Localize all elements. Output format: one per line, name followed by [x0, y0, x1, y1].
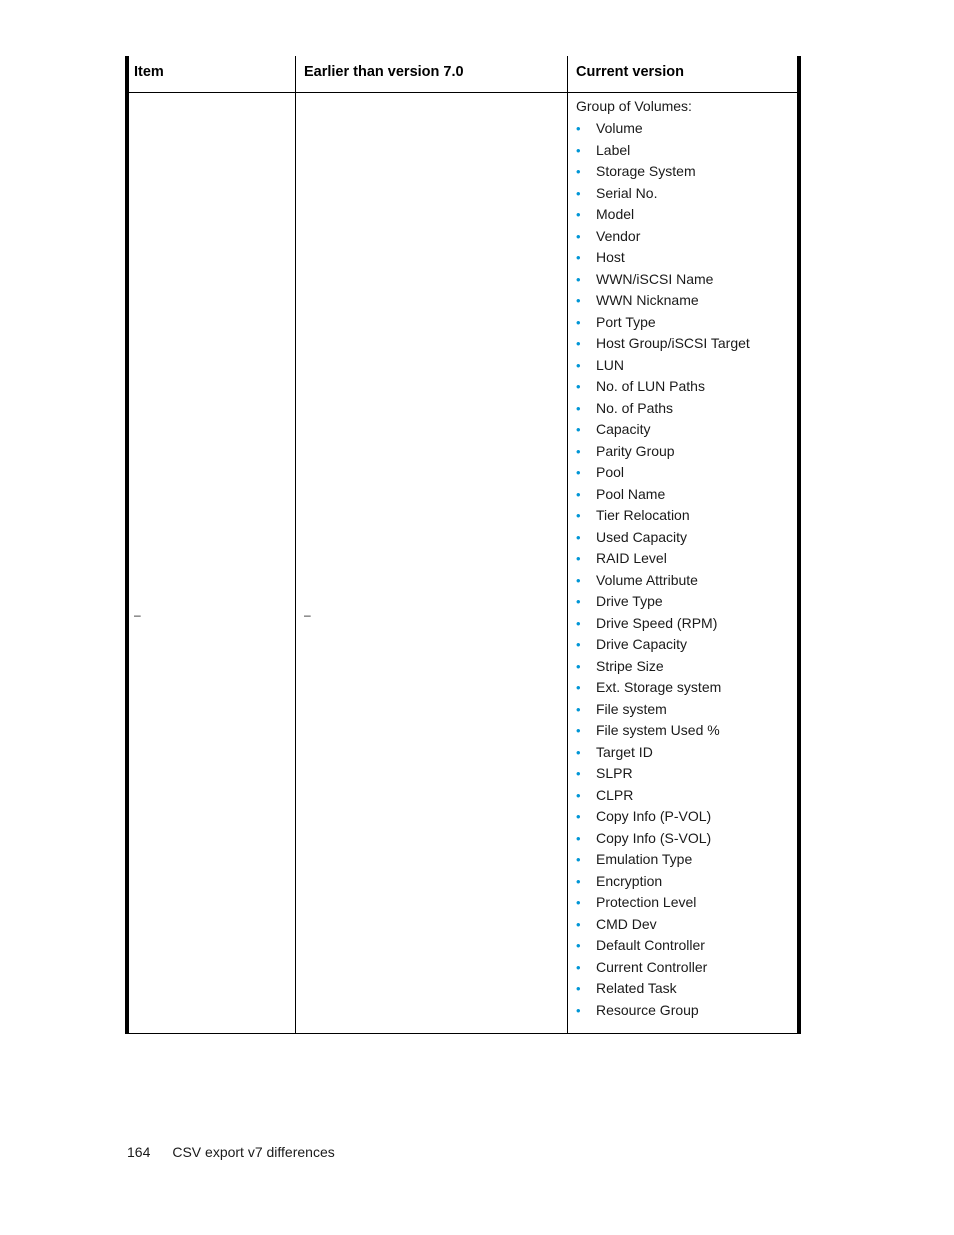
bullet-icon: • [576, 637, 581, 652]
bullet-icon: • [576, 981, 581, 996]
list-item [574, 333, 750, 355]
list-item [574, 505, 750, 527]
group-of-volumes-title: Group of Volumes: [576, 98, 692, 114]
list-item-label: Drive Capacity [596, 636, 688, 652]
list-item-label: Model [596, 206, 635, 222]
list-item-label: Emulation Type [596, 851, 693, 867]
list-item [574, 1000, 750, 1022]
list-item [574, 591, 750, 613]
bullet-icon: • [576, 766, 581, 781]
bullet-icon: • [576, 508, 581, 523]
list-item [574, 914, 750, 936]
list-item-label: Parity Group [596, 442, 675, 459]
list-item-label: File system Used % [596, 722, 720, 738]
list-item-label: File system [596, 700, 667, 717]
list-item [574, 806, 750, 828]
list-item [574, 140, 750, 162]
bullet-icon: • [576, 250, 581, 265]
bullet-icon: • [576, 658, 581, 674]
list-item [574, 828, 750, 850]
bullet-icon: • [576, 723, 581, 738]
header-rule [125, 92, 801, 93]
bullet-icon: • [576, 787, 581, 803]
list-item-label: Default Controller [596, 937, 705, 953]
list-item-label: Related Task [596, 980, 677, 996]
list-item-label: Ext. Storage system [596, 679, 722, 695]
bullet-icon: • [576, 615, 581, 631]
list-item [574, 183, 750, 205]
list-item [574, 376, 750, 398]
bullet-icon: • [576, 400, 581, 416]
bullet-icon: • [576, 336, 581, 351]
column-divider-1 [295, 56, 296, 1034]
bullet-icon: • [576, 701, 581, 717]
list-item-label: Drive Type [596, 593, 663, 609]
bullet-icon: • [576, 529, 581, 545]
list-item-label: CMD Dev [596, 915, 657, 932]
bullet-icon: • [576, 572, 581, 588]
list-item [574, 978, 750, 1000]
list-item-label: WWN Nickname [596, 292, 699, 308]
list-item [574, 892, 750, 914]
list-item [574, 204, 750, 226]
bullet-icon: • [576, 271, 581, 287]
list-item-label: Copy Info (S-VOL) [596, 829, 712, 846]
bullet-icon: • [576, 551, 581, 566]
list-item [574, 312, 750, 334]
csv-differences-table [125, 56, 801, 1034]
list-item [574, 957, 750, 979]
list-item [574, 677, 750, 699]
list-item [574, 118, 750, 140]
table-right-border [797, 56, 801, 1034]
bullet-icon: • [576, 185, 581, 201]
bullet-icon: • [576, 744, 581, 760]
volume-columns-list [574, 118, 750, 1021]
list-item [574, 548, 750, 570]
bullet-icon: • [576, 959, 581, 975]
page-number: 164 [127, 1144, 151, 1160]
cell-earlier-value: – [304, 608, 311, 622]
bullet-icon: • [576, 830, 581, 846]
list-item-label: No. of LUN Paths [596, 378, 705, 394]
list-item-label: Vendor [596, 227, 641, 244]
header-item: Item [134, 64, 164, 80]
list-item-label: Volume Attribute [596, 571, 698, 588]
list-item [574, 634, 750, 656]
header-current-version: Current version [576, 64, 684, 80]
bullet-icon: • [576, 422, 581, 437]
header-earlier-version: Earlier than version 7.0 [304, 64, 464, 80]
list-item-label: Tier Relocation [596, 507, 690, 523]
list-item [574, 785, 750, 807]
list-item [574, 935, 750, 957]
bullet-icon: • [576, 142, 581, 158]
bullet-icon: • [576, 164, 581, 179]
bullet-icon: • [576, 938, 581, 953]
list-item [574, 720, 750, 742]
bullet-icon: • [576, 594, 581, 609]
list-item [574, 742, 750, 764]
column-divider-2 [567, 56, 568, 1034]
bullet-icon: • [576, 293, 581, 308]
list-item-label: Pool [596, 464, 625, 480]
bullet-icon: • [576, 207, 581, 222]
list-item-label: Copy Info (P-VOL) [596, 808, 712, 824]
cell-item-value: – [134, 608, 141, 622]
list-item-label: Volume [596, 120, 643, 136]
list-item [574, 247, 750, 269]
list-item-label: LUN [596, 356, 625, 373]
bullet-icon: • [576, 379, 581, 394]
list-item-label: Stripe Size [596, 657, 664, 674]
list-item-label: Used Capacity [596, 528, 688, 545]
list-item [574, 484, 750, 506]
list-item-label: Target ID [596, 743, 653, 760]
section-title: CSV export v7 differences [172, 1144, 335, 1160]
list-item-label: RAID Level [596, 550, 667, 566]
bullet-icon: • [576, 809, 581, 824]
list-item [574, 527, 750, 549]
list-item-label: No. of Paths [596, 399, 674, 416]
list-item-label: Pool Name [596, 485, 666, 502]
page-footer [127, 1144, 335, 1160]
bullet-icon: • [576, 465, 581, 480]
list-item-label: Resource Group [596, 1001, 699, 1018]
list-item [574, 462, 750, 484]
list-item [574, 161, 750, 183]
bullet-icon: • [576, 1002, 581, 1018]
list-item [574, 441, 750, 463]
list-item [574, 849, 750, 871]
bullet-icon: • [576, 443, 581, 459]
list-item-label: Encryption [596, 872, 663, 889]
list-item-label: Current Controller [596, 958, 708, 975]
list-item [574, 613, 750, 635]
bullet-icon: • [576, 873, 581, 889]
list-item-label: Protection Level [596, 894, 697, 910]
list-item-label: Host Group/iSCSI Target [596, 335, 750, 351]
bullet-icon: • [576, 357, 581, 373]
list-item-label: Capacity [596, 421, 651, 437]
bullet-icon: • [576, 852, 581, 867]
list-item [574, 355, 750, 377]
list-item-label: Serial No. [596, 184, 658, 201]
list-item-label: Storage System [596, 163, 696, 179]
list-item-label: Host [596, 249, 625, 265]
list-item [574, 871, 750, 893]
table-bottom-rule [125, 1033, 801, 1034]
bullet-icon: • [576, 895, 581, 910]
list-item-label: Port Type [596, 313, 656, 330]
list-item [574, 290, 750, 312]
bullet-icon: • [576, 228, 581, 244]
list-item [574, 763, 750, 785]
list-item [574, 226, 750, 248]
list-item-label: WWN/iSCSI Name [596, 270, 714, 287]
list-item [574, 570, 750, 592]
list-item-label: Drive Speed (RPM) [596, 614, 718, 631]
list-item-label: CLPR [596, 786, 634, 803]
list-item [574, 269, 750, 291]
list-item-label: Label [596, 141, 631, 158]
bullet-icon: • [576, 121, 581, 136]
list-item-label: SLPR [596, 765, 633, 781]
bullet-icon: • [576, 916, 581, 932]
list-item [574, 699, 750, 721]
bullet-icon: • [576, 314, 581, 330]
list-item [574, 656, 750, 678]
list-item [574, 398, 750, 420]
list-item [574, 419, 750, 441]
bullet-icon: • [576, 680, 581, 695]
bullet-icon: • [576, 486, 581, 502]
table-left-border [125, 56, 129, 1034]
